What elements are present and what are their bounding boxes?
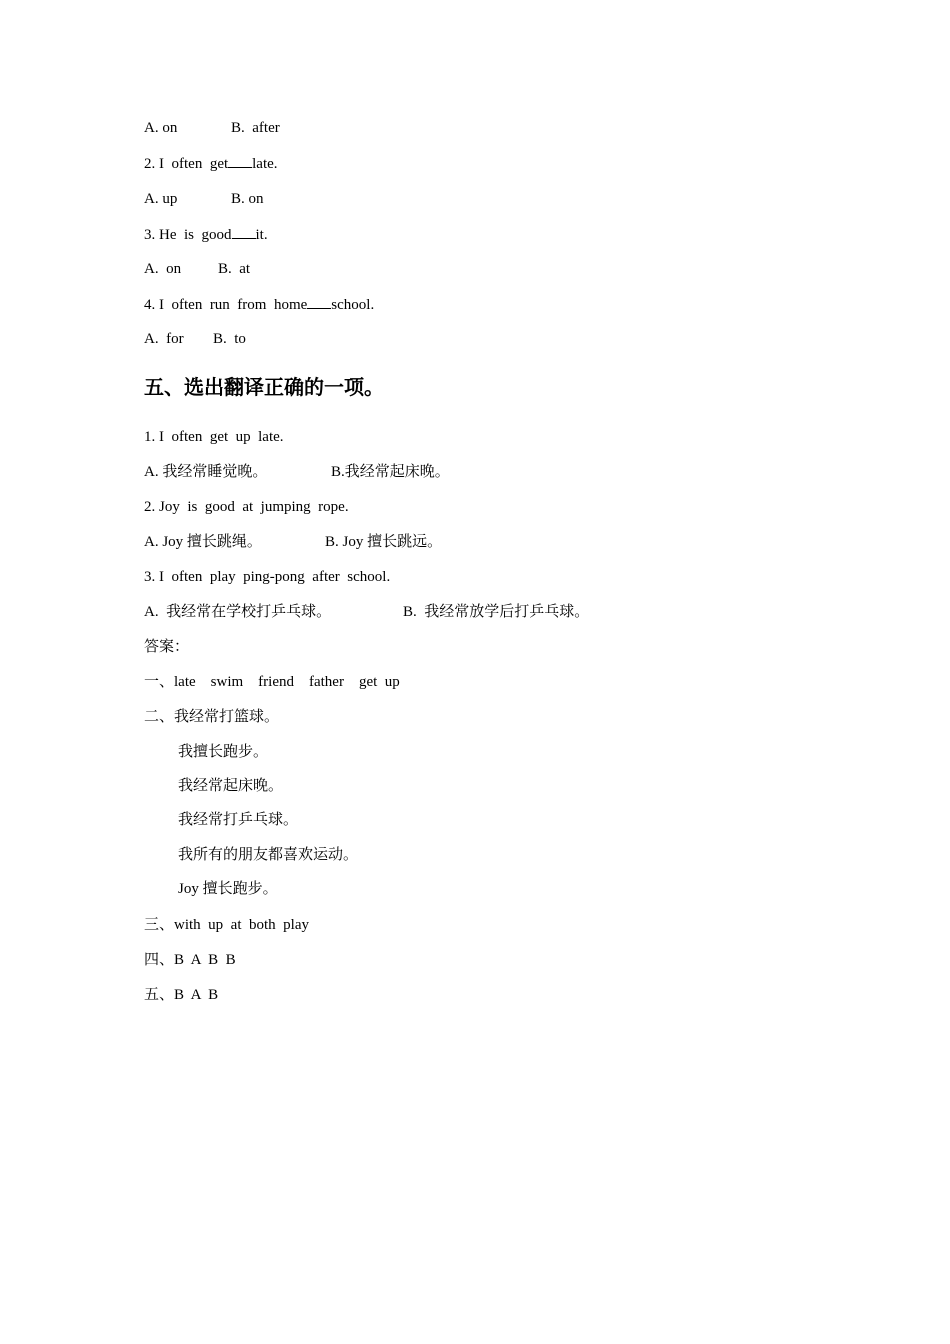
question-2-text: 2. I often get xyxy=(144,156,229,172)
question-3 xyxy=(144,224,268,245)
answer-4: 四、B A B B xyxy=(144,952,236,968)
answer-2-line: 我经常起床晚。 xyxy=(178,778,284,794)
section-5-heading: 五、选出翻译正确的一项。 xyxy=(144,375,384,399)
blank-line xyxy=(232,224,256,239)
answer-5: 五、B A B xyxy=(144,987,219,1003)
s5-q3-option-b: B. 我经常放学后打乒乓球。 xyxy=(403,604,590,620)
q2-option-a: A. up xyxy=(144,191,178,207)
q2-option-b: B. on xyxy=(231,191,264,207)
s5-q2-option-a: A. Joy 擅长跳绳。 xyxy=(144,534,262,550)
answer-2: 二、我经常打篮球。 xyxy=(144,709,280,725)
answer-2-line: 我擅长跑步。 xyxy=(178,744,269,760)
s5-question-1: 1. I often get up late. xyxy=(144,429,284,445)
question-4-tail: school. xyxy=(331,297,375,313)
s5-q3-option-a: A. 我经常在学校打乒乓球。 xyxy=(144,604,332,620)
s5-question-3: 3. I often play ping-pong after school. xyxy=(144,569,391,585)
q4-option-a: A. for xyxy=(144,331,184,347)
answer-2-line: Joy 擅长跑步。 xyxy=(178,881,278,897)
q3-option-b: B. at xyxy=(218,261,251,277)
answers-title: 答案： xyxy=(144,639,190,655)
q1-option-b: B. after xyxy=(231,120,280,136)
answer-3: 三、with up at both play xyxy=(144,917,309,933)
question-3-tail: it. xyxy=(255,227,268,243)
question-4 xyxy=(144,294,374,315)
answer-2-line: 我所有的朋友都喜欢运动。 xyxy=(178,847,359,863)
q4-option-b: B. to xyxy=(213,331,246,347)
question-2-tail: late. xyxy=(252,156,278,172)
blank-line xyxy=(307,294,331,309)
answer-1: 一、late swim friend father get up xyxy=(144,674,400,690)
answer-2-line: 我经常打乒乓球。 xyxy=(178,812,299,828)
question-4-text: 4. I often run from home xyxy=(144,297,308,313)
s5-question-2: 2. Joy is good at jumping rope. xyxy=(144,499,349,515)
blank-line xyxy=(228,153,252,168)
question-2 xyxy=(144,153,278,174)
q3-option-a: A. on xyxy=(144,261,182,277)
q1-option-a: A. on xyxy=(144,120,178,136)
question-3-text: 3. He is good xyxy=(144,227,232,243)
s5-q1-option-a: A. 我经常睡觉晚。 xyxy=(144,464,268,480)
s5-q1-option-b: B.我经常起床晚。 xyxy=(331,464,450,480)
s5-q2-option-b: B. Joy 擅长跳远。 xyxy=(325,534,443,550)
